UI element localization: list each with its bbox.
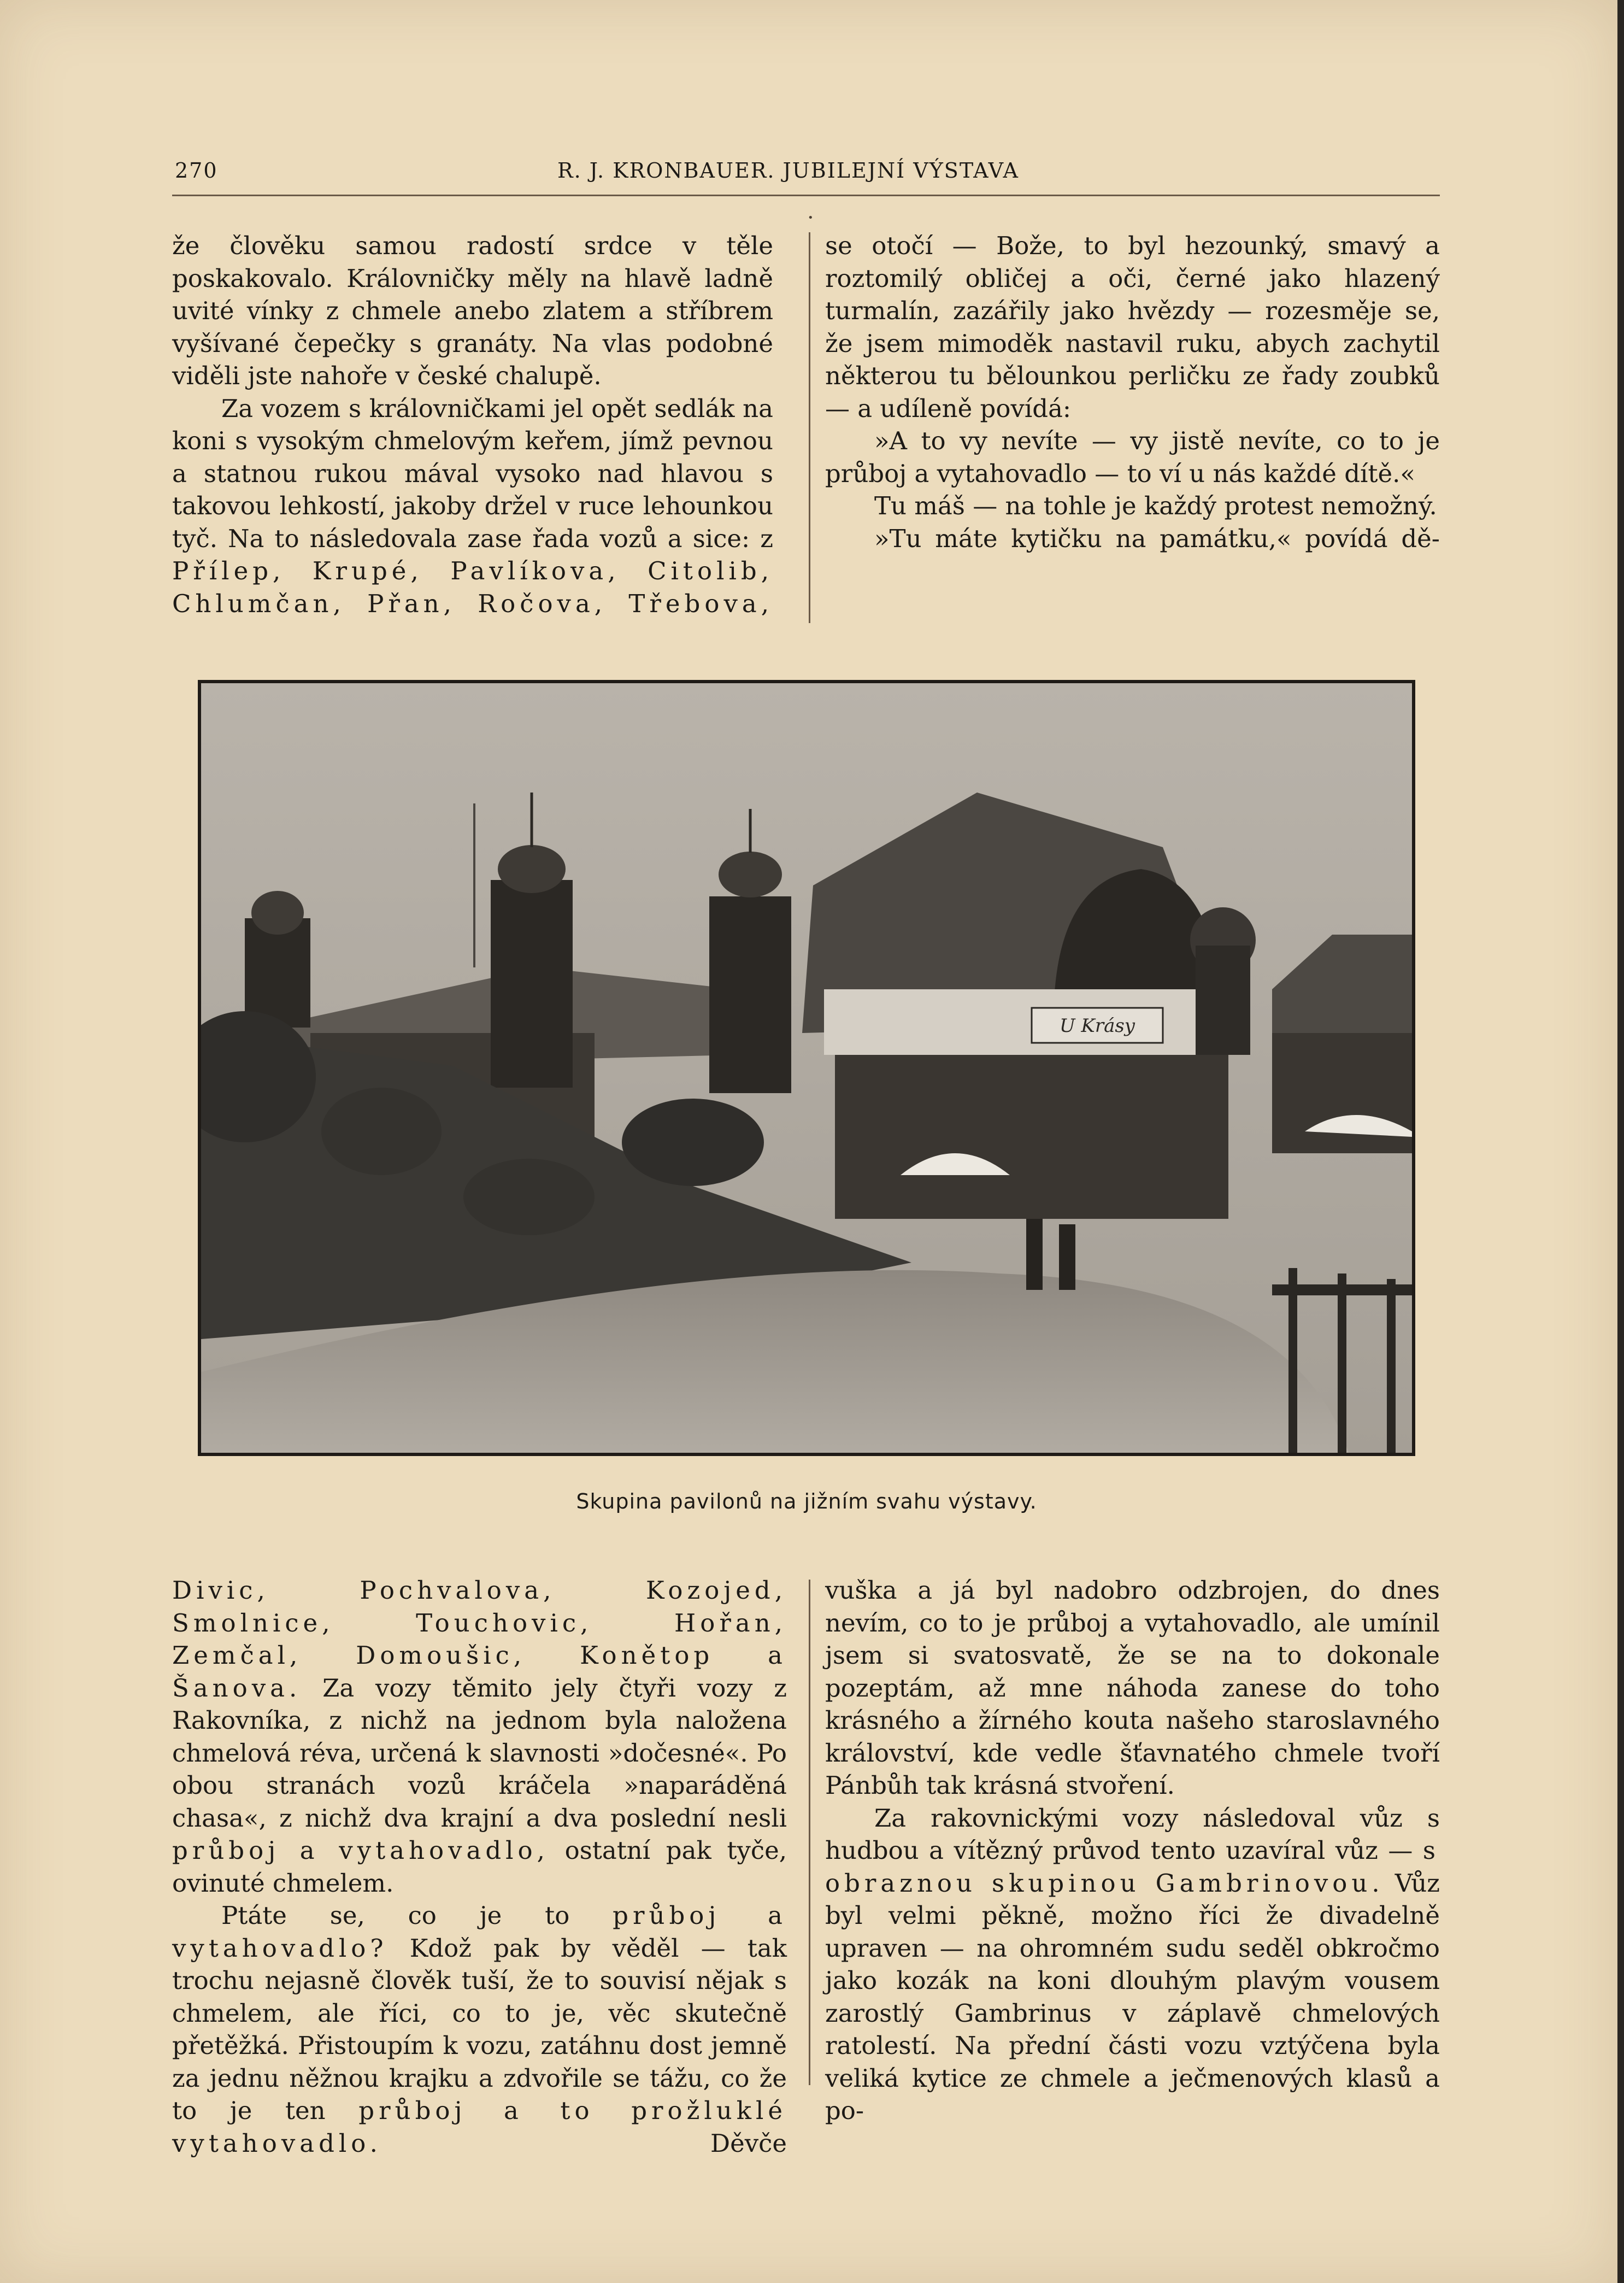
paragraph-text: Děvče: [710, 2128, 787, 2158]
running-header: [175, 159, 1437, 197]
paragraph-text: Vůz byl velmi pěkně, možno říci že divadelně upraven — na ohromném sudu seděl obkročmo jako kozák na koni dlouhým plavým vousem zarostlý Gambrinus v záplavě chmelových ratolestí. Na přední části vozu vztýčena byla veliká kytice ze chmele a ječmenových klasů a po-: [825, 1868, 1440, 2125]
spaced-words: průboj a vytahovadlo?: [172, 1901, 787, 1963]
sign-text: U Krásy: [1059, 1015, 1135, 1037]
figure-caption: Skupina pavilonů na jižním svahu výstavy.: [576, 1489, 1037, 1513]
paragraph: se otočí — Bože, to byl hezounký, smavý a roztomilý obličej a oči, černé jako hlazený turmalín, zazářily jako hvězdy — rozesměje se, že jsem mimoděk nastavil ruku, abych zachytil některou tu bělounkou perličku ze řady zoubků — a udíleně povídá:: [825, 231, 1440, 423]
ornament-dot: •: [808, 212, 814, 224]
paragraph-text: Ptáte se, co je to: [221, 1901, 570, 1930]
paragraph: »Tu máte kytičku na památku,« povídá dě-: [874, 524, 1440, 553]
paragraph: vuška a já byl nadobro odzbrojen, do dnes nevím, co to je průboj a vytahovadlo, ale umínil jsem si svatosvatě, že se na to dokonale pozeptám, až mne náhoda zanese do toho krásného a žírného kouta našeho staroslavného království, kde vedle šťavnatého chmele tvoří Pánbůh tak krásná stvoření.: [825, 1576, 1440, 1800]
column-rule: [809, 1580, 810, 2085]
paragraph: Tu máš — na tohle je každý protest nemožný.: [874, 491, 1437, 520]
bottom-left-column: [172, 1574, 787, 2159]
paragraph: že člověku samou radostí srdce v těle poskakovalo. Královničky měly na hlavě ladně uvité vínky z chmele anebo zlatem a stříbrem vyšívané čepečky s granáty. Na vlas podobné viděli jste nahoře v české chalupě.: [172, 231, 773, 390]
paragraph-text: Za vozem s královničkami jel opět sedlák na koni s vysokým chmelovým keřem, jímž pevnou a statnou rukou mával vysoko nad hlavou s takovou lehkostí, jakoby držel v ruce lehounkou tyč. Na to následovala zase řada vozů a sice: z: [172, 394, 773, 553]
paragraph: [172, 1574, 787, 1899]
spaced-words: průboj a to prožluklé vytahovadlo.: [172, 2096, 787, 2158]
photo-frame: [198, 680, 1415, 1456]
paragraph: [172, 392, 773, 620]
top-right-column: [825, 230, 1440, 555]
paragraph-text: Za vozy těmito jely čtyři vozy z Rakovníka, z nichž na jednom byla naložena chmelová réva, určená k slavnosti »dočesné«. Po obou stranách vozů kráčela »naparáděná chasa«, z nichž dva krajní a dva poslední nesli: [172, 1673, 787, 1833]
pavilion-photograph: [201, 683, 1412, 1453]
spaced-place-names: Přílep, Krupé, Pavlíkova, Citolib, Chlumčan, Přan, Ročova, Třebova,: [172, 556, 773, 618]
bottom-right-column: [825, 1574, 1440, 2127]
paragraph: »A to vy nevíte — vy jistě nevíte, co to je průboj a vytahovadlo — to ví u nás každé dítě.«: [825, 426, 1440, 488]
spaced-place-names: Divic, Pochvalova, Kozojed, Smolnice, Touchovic, Hořan, Zemčal, Domoušic, Konětop a Šanova.: [172, 1576, 787, 1703]
paragraph: [825, 1802, 1440, 2127]
spaced-words: průboj a vytahovadlo,: [172, 1836, 549, 1865]
spaced-words: s obraznou skupinou Gambrinovou.: [825, 1836, 1440, 1898]
header-rule: [172, 195, 1440, 196]
running-title: R. J. KRONBAUER. JUBILEJNÍ VÝSTAVA: [557, 159, 1019, 183]
paragraph-text: Za rakovnickými vozy následoval vůz s hudbou a vítězný průvod tento uzavíral vůz —: [825, 1803, 1440, 1865]
paragraph-text: ostatní pak tyče, ovinuté chmelem.: [172, 1836, 787, 1898]
column-rule: [809, 232, 810, 623]
paragraph: [172, 1899, 787, 2159]
paragraph-text: Kdož pak by věděl — tak trochu nejasně člověk tuší, že to souvisí nějak s chmelem, ale říci, co to je, věc skutečně přetěžká. Přistoupím k vozu, zatáhnu dost jemně za jednu něžnou krajku a zdvořile se tážu, co že to je ten: [172, 1933, 787, 2125]
page-number: 270: [175, 159, 218, 183]
top-left-column: [172, 230, 773, 620]
